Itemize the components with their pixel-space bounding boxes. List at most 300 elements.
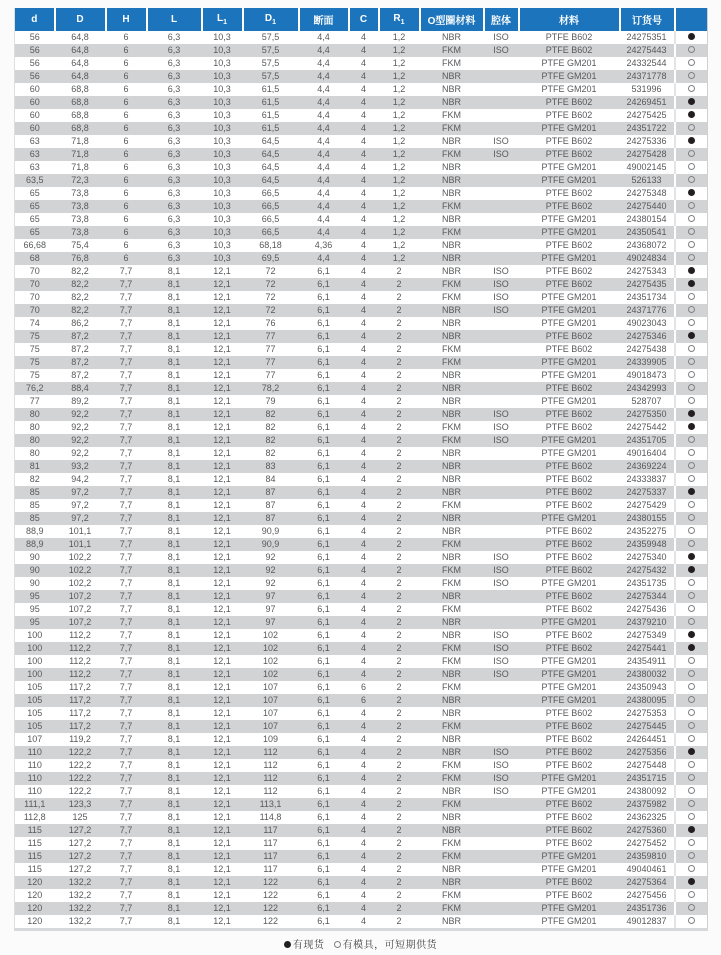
cell-d1: 102 — [243, 655, 299, 668]
cell-d1: 102 — [243, 668, 299, 681]
cell-material: PTFE B602 — [519, 707, 620, 720]
cell-section: 6,1 — [299, 733, 349, 746]
cell-d1: 64,5 — [243, 161, 299, 174]
column-header-c: C — [349, 8, 379, 31]
cell-material: PTFE GM201 — [519, 174, 620, 187]
cell-l1: 10,3 — [202, 31, 243, 44]
cell-section: 6,1 — [299, 915, 349, 930]
mold-available-icon — [688, 501, 695, 508]
cell-h: 7,7 — [106, 876, 147, 889]
cell-l: 8,1 — [147, 486, 202, 499]
cell-material: PTFE GM201 — [519, 57, 620, 70]
cell-section: 6,1 — [299, 382, 349, 395]
cell-bigD: 92,2 — [55, 447, 106, 460]
table-row — [15, 278, 708, 291]
cell-c: 4 — [349, 31, 379, 44]
cell-stock — [675, 187, 708, 200]
cell-l: 8,1 — [147, 707, 202, 720]
cell-l1: 12,1 — [202, 369, 243, 382]
cell-l: 8,1 — [147, 889, 202, 902]
cell-section: 6,1 — [299, 278, 349, 291]
cell-l1: 10,3 — [202, 70, 243, 83]
cell-orderno: 24275445 — [620, 720, 675, 733]
cell-orderno: 49002145 — [620, 161, 675, 174]
cell-h: 7,7 — [106, 655, 147, 668]
cell-oring: NBR — [420, 83, 484, 96]
cell-orderno: 531996 — [620, 83, 675, 96]
cell-orderno: 24275429 — [620, 499, 675, 512]
cell-cavity — [484, 317, 519, 330]
cell-d1: 122 — [243, 902, 299, 915]
cell-l: 6,3 — [147, 174, 202, 187]
cell-r1: 1,2 — [379, 109, 420, 122]
cell-d: 70 — [15, 291, 55, 304]
cell-d1: 117 — [243, 850, 299, 863]
table-header-row — [15, 8, 708, 31]
cell-section: 4,4 — [299, 174, 349, 187]
cell-oring: FKM — [420, 603, 484, 616]
cell-c: 4 — [349, 629, 379, 642]
cell-h: 6 — [106, 70, 147, 83]
cell-material: PTFE B602 — [519, 239, 620, 252]
cell-c: 4 — [349, 512, 379, 525]
cell-r1: 1,2 — [379, 187, 420, 200]
cell-bigD: 87,2 — [55, 343, 106, 356]
cell-l: 8,1 — [147, 798, 202, 811]
cell-l: 8,1 — [147, 850, 202, 863]
mold-available-icon — [688, 449, 695, 456]
cell-orderno: 24275350 — [620, 408, 675, 421]
cell-material: PTFE B602 — [519, 486, 620, 499]
cell-bigD: 132,2 — [55, 889, 106, 902]
cell-material: PTFE B602 — [519, 590, 620, 603]
cell-r1: 2 — [379, 681, 420, 694]
cell-stock — [675, 772, 708, 785]
cell-l: 8,1 — [147, 876, 202, 889]
cell-r1: 1,2 — [379, 174, 420, 187]
cell-l: 8,1 — [147, 616, 202, 629]
cell-l1: 10,3 — [202, 252, 243, 265]
cell-d1: 77 — [243, 356, 299, 369]
cell-d1: 113,1 — [243, 798, 299, 811]
cell-l: 8,1 — [147, 434, 202, 447]
cell-orderno: 24333837 — [620, 473, 675, 486]
cell-l1: 12,1 — [202, 668, 243, 681]
cell-d: 100 — [15, 629, 55, 642]
cell-h: 7,7 — [106, 902, 147, 915]
cell-cavity: ISO — [484, 642, 519, 655]
cell-material: PTFE B602 — [519, 746, 620, 759]
cell-orderno: 24275360 — [620, 824, 675, 837]
cell-material: PTFE GM201 — [519, 83, 620, 96]
cell-section: 6,1 — [299, 811, 349, 824]
cell-d1: 77 — [243, 369, 299, 382]
cell-bigD: 127,2 — [55, 824, 106, 837]
cell-cavity — [484, 226, 519, 239]
table-row — [15, 109, 708, 122]
cell-d1: 64,5 — [243, 135, 299, 148]
cell-r1: 2 — [379, 304, 420, 317]
cell-oring: NBR — [420, 70, 484, 83]
cell-stock — [675, 837, 708, 850]
cell-h: 7,7 — [106, 291, 147, 304]
cell-section: 6,1 — [299, 447, 349, 460]
table-row — [15, 538, 708, 551]
cell-oring: NBR — [420, 473, 484, 486]
cell-l1: 10,3 — [202, 200, 243, 213]
cell-section: 6,1 — [299, 577, 349, 590]
cell-oring: NBR — [420, 369, 484, 382]
cell-material: PTFE B602 — [519, 330, 620, 343]
cell-d1: 72 — [243, 265, 299, 278]
cell-cavity: ISO — [484, 291, 519, 304]
cell-bigD: 68,8 — [55, 96, 106, 109]
cell-h: 7,7 — [106, 863, 147, 876]
cell-h: 6 — [106, 57, 147, 70]
cell-l1: 12,1 — [202, 824, 243, 837]
cell-c: 4 — [349, 96, 379, 109]
cell-oring: NBR — [420, 707, 484, 720]
cell-l1: 10,3 — [202, 57, 243, 70]
cell-material: PTFE B602 — [519, 499, 620, 512]
cell-cavity: ISO — [484, 746, 519, 759]
cell-material: PTFE B602 — [519, 44, 620, 57]
cell-section: 6,1 — [299, 460, 349, 473]
cell-section: 6,1 — [299, 668, 349, 681]
cell-h: 6 — [106, 200, 147, 213]
cell-orderno: 24275438 — [620, 343, 675, 356]
cell-d1: 82 — [243, 408, 299, 421]
in-stock-icon — [688, 826, 695, 833]
cell-l1: 12,1 — [202, 499, 243, 512]
cell-orderno: 24351722 — [620, 122, 675, 135]
table-row — [15, 551, 708, 564]
mold-available-icon — [688, 475, 695, 482]
cell-l: 8,1 — [147, 460, 202, 473]
table-row — [15, 681, 708, 694]
cell-l1: 12,1 — [202, 330, 243, 343]
cell-h: 6 — [106, 187, 147, 200]
mold-available-icon — [334, 941, 341, 948]
mold-available-icon — [688, 306, 695, 313]
cell-cavity: ISO — [484, 265, 519, 278]
cell-stock — [675, 447, 708, 460]
cell-orderno: 24275443 — [620, 44, 675, 57]
cell-oring: NBR — [420, 317, 484, 330]
cell-orderno: 24275441 — [620, 642, 675, 655]
cell-d1: 79 — [243, 395, 299, 408]
cell-cavity: ISO — [484, 772, 519, 785]
cell-c: 4 — [349, 876, 379, 889]
cell-d1: 61,5 — [243, 122, 299, 135]
cell-r1: 2 — [379, 811, 420, 824]
cell-l1: 12,1 — [202, 434, 243, 447]
cell-oring: FKM — [420, 122, 484, 135]
cell-cavity — [484, 811, 519, 824]
cell-d: 100 — [15, 642, 55, 655]
cell-material: PTFE B602 — [519, 551, 620, 564]
cell-material: PTFE GM201 — [519, 655, 620, 668]
cell-bigD: 86,2 — [55, 317, 106, 330]
table-row — [15, 161, 708, 174]
table-row — [15, 772, 708, 785]
cell-d1: 97 — [243, 603, 299, 616]
cell-section: 6,1 — [299, 551, 349, 564]
cell-stock — [675, 850, 708, 863]
cell-orderno: 24275448 — [620, 759, 675, 772]
cell-l: 8,1 — [147, 837, 202, 850]
cell-l1: 12,1 — [202, 759, 243, 772]
cell-stock — [675, 902, 708, 915]
mold-available-icon — [688, 605, 695, 612]
table-row — [15, 226, 708, 239]
cell-oring: NBR — [420, 161, 484, 174]
cell-h: 7,7 — [106, 538, 147, 551]
cell-oring: NBR — [420, 395, 484, 408]
cell-section: 6,1 — [299, 395, 349, 408]
cell-d: 120 — [15, 876, 55, 889]
cell-orderno: 24351705 — [620, 434, 675, 447]
cell-bigD: 92,2 — [55, 408, 106, 421]
cell-l: 8,1 — [147, 629, 202, 642]
cell-stock — [675, 174, 708, 187]
cell-l1: 12,1 — [202, 889, 243, 902]
cell-oring: FKM — [420, 798, 484, 811]
cell-l: 6,3 — [147, 252, 202, 265]
cell-oring: NBR — [420, 512, 484, 525]
cell-h: 6 — [106, 83, 147, 96]
cell-orderno: 528707 — [620, 395, 675, 408]
cell-l1: 12,1 — [202, 382, 243, 395]
mold-available-icon — [688, 436, 695, 443]
cell-r1: 2 — [379, 837, 420, 850]
cell-r1: 1,2 — [379, 239, 420, 252]
cell-l1: 12,1 — [202, 551, 243, 564]
cell-orderno: 24275340 — [620, 551, 675, 564]
cell-bigD: 117,2 — [55, 694, 106, 707]
cell-c: 4 — [349, 655, 379, 668]
cell-orderno: 24380155 — [620, 512, 675, 525]
cell-bigD: 122,2 — [55, 759, 106, 772]
cell-d: 105 — [15, 681, 55, 694]
cell-l1: 12,1 — [202, 915, 243, 930]
cell-orderno: 24332544 — [620, 57, 675, 70]
legend-in-stock-label: 有现货 — [292, 940, 325, 951]
cell-stock — [675, 733, 708, 746]
cell-d1: 107 — [243, 707, 299, 720]
in-stock-icon — [688, 631, 695, 638]
cell-d: 63,5 — [15, 174, 55, 187]
mold-available-icon — [688, 540, 695, 547]
cell-l: 6,3 — [147, 161, 202, 174]
cell-l1: 12,1 — [202, 785, 243, 798]
cell-l1: 12,1 — [202, 837, 243, 850]
cell-d1: 64,5 — [243, 148, 299, 161]
table-row — [15, 655, 708, 668]
cell-h: 7,7 — [106, 382, 147, 395]
cell-d1: 64,5 — [243, 174, 299, 187]
cell-orderno: 24350541 — [620, 226, 675, 239]
cell-h: 7,7 — [106, 772, 147, 785]
cell-r1: 2 — [379, 902, 420, 915]
table-row — [15, 317, 708, 330]
cell-bigD: 112,2 — [55, 642, 106, 655]
cell-l1: 10,3 — [202, 161, 243, 174]
cell-material: PTFE GM201 — [519, 577, 620, 590]
cell-bigD: 127,2 — [55, 850, 106, 863]
cell-oring: FKM — [420, 109, 484, 122]
cell-orderno: 24275425 — [620, 109, 675, 122]
cell-d1: 122 — [243, 889, 299, 902]
cell-material: PTFE GM201 — [519, 226, 620, 239]
cell-cavity — [484, 616, 519, 629]
cell-c: 4 — [349, 330, 379, 343]
cell-r1: 2 — [379, 369, 420, 382]
cell-bigD: 102,2 — [55, 577, 106, 590]
cell-bigD: 127,2 — [55, 863, 106, 876]
cell-d1: 102 — [243, 629, 299, 642]
cell-d1: 72 — [243, 304, 299, 317]
cell-section: 6,1 — [299, 772, 349, 785]
cell-stock — [675, 96, 708, 109]
cell-bigD: 73,8 — [55, 226, 106, 239]
cell-stock — [675, 564, 708, 577]
mold-available-icon — [688, 761, 695, 768]
cell-d: 63 — [15, 135, 55, 148]
cell-cavity — [484, 707, 519, 720]
cell-l: 6,3 — [147, 200, 202, 213]
cell-bigD: 87,2 — [55, 356, 106, 369]
column-header-d: d — [15, 8, 55, 31]
cell-cavity: ISO — [484, 759, 519, 772]
cell-orderno: 24380095 — [620, 694, 675, 707]
cell-h: 7,7 — [106, 681, 147, 694]
cell-c: 4 — [349, 291, 379, 304]
cell-h: 7,7 — [106, 577, 147, 590]
cell-oring: FKM — [420, 772, 484, 785]
cell-oring: NBR — [420, 733, 484, 746]
mold-available-icon — [688, 124, 695, 131]
cell-r1: 2 — [379, 525, 420, 538]
cell-l: 8,1 — [147, 668, 202, 681]
table-row — [15, 746, 708, 759]
cell-d1: 66,5 — [243, 187, 299, 200]
cell-section: 6,1 — [299, 720, 349, 733]
cell-material: PTFE GM201 — [519, 850, 620, 863]
cell-d: 115 — [15, 863, 55, 876]
cell-material: PTFE GM201 — [519, 447, 620, 460]
cell-stock — [675, 863, 708, 876]
cell-h: 6 — [106, 96, 147, 109]
cell-h: 7,7 — [106, 733, 147, 746]
mold-available-icon — [688, 852, 695, 859]
cell-c: 4 — [349, 863, 379, 876]
cell-cavity — [484, 733, 519, 746]
cell-d: 77 — [15, 395, 55, 408]
cell-stock — [675, 694, 708, 707]
cell-material: PTFE B602 — [519, 720, 620, 733]
table-row — [15, 850, 708, 863]
table-row — [15, 577, 708, 590]
cell-material: PTFE GM201 — [519, 291, 620, 304]
cell-l: 6,3 — [147, 187, 202, 200]
cell-d: 100 — [15, 655, 55, 668]
cell-d: 75 — [15, 369, 55, 382]
cell-d1: 109 — [243, 733, 299, 746]
cell-stock — [675, 200, 708, 213]
column-header-l: L — [147, 8, 202, 31]
cell-c: 4 — [349, 174, 379, 187]
cell-d: 90 — [15, 564, 55, 577]
cell-d1: 112 — [243, 785, 299, 798]
cell-l1: 10,3 — [202, 109, 243, 122]
cell-l: 8,1 — [147, 577, 202, 590]
cell-oring: NBR — [420, 408, 484, 421]
cell-bigD: 117,2 — [55, 720, 106, 733]
cell-h: 6 — [106, 252, 147, 265]
cell-d: 63 — [15, 161, 55, 174]
cell-d: 60 — [15, 109, 55, 122]
cell-orderno: 24351735 — [620, 577, 675, 590]
cell-cavity — [484, 902, 519, 915]
cell-orderno: 24352275 — [620, 525, 675, 538]
cell-material: PTFE GM201 — [519, 369, 620, 382]
cell-h: 6 — [106, 109, 147, 122]
cell-cavity — [484, 512, 519, 525]
cell-orderno: 49018473 — [620, 369, 675, 382]
cell-h: 7,7 — [106, 720, 147, 733]
cell-oring: NBR — [420, 824, 484, 837]
cell-cavity: ISO — [484, 434, 519, 447]
cell-l1: 12,1 — [202, 811, 243, 824]
table-row — [15, 889, 708, 902]
cell-orderno: 24264451 — [620, 733, 675, 746]
cell-h: 6 — [106, 31, 147, 44]
cell-bigD: 71,8 — [55, 135, 106, 148]
cell-h: 7,7 — [106, 512, 147, 525]
cell-bigD: 68,8 — [55, 109, 106, 122]
cell-l1: 12,1 — [202, 577, 243, 590]
cell-stock — [675, 70, 708, 83]
cell-l: 6,3 — [147, 148, 202, 161]
cell-d1: 92 — [243, 564, 299, 577]
cell-l: 8,1 — [147, 603, 202, 616]
cell-l: 8,1 — [147, 343, 202, 356]
cell-material: PTFE B602 — [519, 733, 620, 746]
cell-section: 6,1 — [299, 655, 349, 668]
cell-l1: 12,1 — [202, 525, 243, 538]
table-row — [15, 499, 708, 512]
cell-orderno: 49012837 — [620, 915, 675, 930]
mold-available-icon — [688, 683, 695, 690]
cell-l: 8,1 — [147, 473, 202, 486]
cell-section: 6,1 — [299, 824, 349, 837]
table-row — [15, 70, 708, 83]
cell-l: 8,1 — [147, 642, 202, 655]
cell-oring: NBR — [420, 187, 484, 200]
cell-r1: 2 — [379, 395, 420, 408]
cell-d: 70 — [15, 265, 55, 278]
cell-bigD: 71,8 — [55, 148, 106, 161]
cell-d: 85 — [15, 499, 55, 512]
cell-l1: 12,1 — [202, 512, 243, 525]
cell-d1: 78,2 — [243, 382, 299, 395]
cell-orderno: 24351736 — [620, 902, 675, 915]
cell-cavity — [484, 83, 519, 96]
cell-l: 8,1 — [147, 746, 202, 759]
cell-oring: FKM — [420, 577, 484, 590]
cell-bigD: 101,1 — [55, 525, 106, 538]
